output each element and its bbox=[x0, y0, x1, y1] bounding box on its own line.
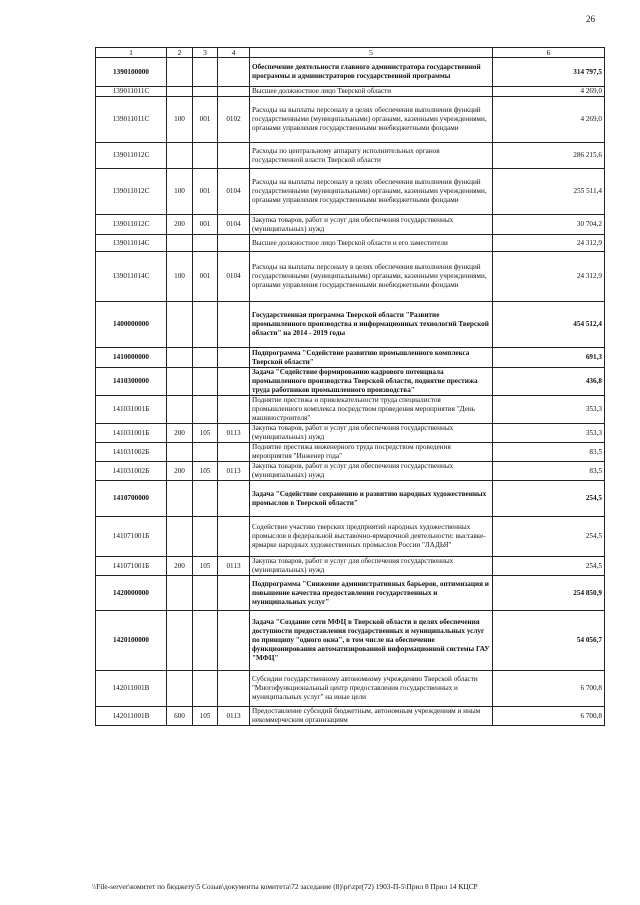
table-row bbox=[96, 87, 605, 97]
row-amount-cell: 436,8 bbox=[493, 368, 605, 396]
row-description-cell: Задача "Создание сети МФЦ в Тверской области в целях обеспечения доступности предоставления государственных и муниципальных услуг по принципу "одного окна", в том числе на обеспечение функционирования автоматизированной информационной системы ГАУ "МФЦ" bbox=[250, 611, 493, 671]
row-vr-cell bbox=[167, 368, 193, 396]
row-vr-cell bbox=[167, 143, 193, 169]
table-row bbox=[96, 396, 605, 424]
row-amount-cell: 353,3 bbox=[493, 424, 605, 443]
row-vr-cell bbox=[167, 348, 193, 368]
row-description-cell: Государственная программа Тверской области "Развитие промышленного производства и информационных технологий Тверской области" на 2014 - 2019 годы bbox=[250, 302, 493, 348]
row-section-cell bbox=[218, 576, 250, 611]
file-path-footer: \\File-server\комитет по бюджету\5 Созыв\документы комитета\72 заседание (8)\pr\zpr(72) 1903-П-5\Прил 8 Прил 14 КЦСР bbox=[92, 882, 478, 891]
row-code-cell: 1410700000 bbox=[96, 481, 167, 517]
table-row bbox=[96, 576, 605, 611]
row-amount-cell: 30 704,2 bbox=[493, 215, 605, 235]
table-row bbox=[96, 517, 605, 557]
row-code-cell: 139011012С bbox=[96, 143, 167, 169]
row-section-cell bbox=[218, 611, 250, 671]
row-description-cell: Закупка товаров, работ и услуг для обеспечения государственных (муниципальных) нужд bbox=[250, 557, 493, 576]
row-section-cell: 0113 bbox=[218, 707, 250, 726]
row-code-cell: 1410000000 bbox=[96, 348, 167, 368]
row-code-cell: 1410300000 bbox=[96, 368, 167, 396]
row-code-cell: 139011014С bbox=[96, 235, 167, 252]
row-ministry-cell: 001 bbox=[193, 252, 218, 302]
row-code-cell: 141071001Б bbox=[96, 557, 167, 576]
row-description-cell: Высшее должностное лицо Тверской области bbox=[250, 87, 493, 97]
table-row bbox=[96, 424, 605, 443]
row-amount-cell: 83,5 bbox=[493, 462, 605, 481]
table-row bbox=[96, 143, 605, 169]
row-amount-cell: 286 215,6 bbox=[493, 143, 605, 169]
row-description-cell: Поднятие престижа инженерного труда посредством проведения мероприятия "Инженер года" bbox=[250, 443, 493, 462]
row-vr-cell: 100 bbox=[167, 252, 193, 302]
row-vr-cell bbox=[167, 87, 193, 97]
column-header: 4 bbox=[218, 48, 250, 58]
row-code-cell: 141031001Б bbox=[96, 396, 167, 424]
table-row bbox=[96, 215, 605, 235]
row-description-cell: Закупка товаров, работ и услуг для обеспечения государственных (муниципальных) нужд bbox=[250, 215, 493, 235]
row-vr-cell bbox=[167, 58, 193, 87]
row-code-cell: 1390100000 bbox=[96, 58, 167, 87]
table-row bbox=[96, 443, 605, 462]
row-amount-cell: 6 700,8 bbox=[493, 671, 605, 707]
row-amount-cell: 54 056,7 bbox=[493, 611, 605, 671]
row-code-cell: 1420100000 bbox=[96, 611, 167, 671]
column-header: 1 bbox=[96, 48, 167, 58]
row-vr-cell: 200 bbox=[167, 424, 193, 443]
row-vr-cell bbox=[167, 671, 193, 707]
row-vr-cell bbox=[167, 443, 193, 462]
row-vr-cell bbox=[167, 396, 193, 424]
row-amount-cell: 254 850,9 bbox=[493, 576, 605, 611]
row-section-cell: 0104 bbox=[218, 215, 250, 235]
row-vr-cell bbox=[167, 576, 193, 611]
row-description-cell: Закупка товаров, работ и услуг для обеспечения государственных (муниципальных) нужд bbox=[250, 424, 493, 443]
row-amount-cell: 691,3 bbox=[493, 348, 605, 368]
row-amount-cell: 254,5 bbox=[493, 481, 605, 517]
row-code-cell: 139011012С bbox=[96, 169, 167, 215]
row-code-cell: 1420000000 bbox=[96, 576, 167, 611]
row-ministry-cell bbox=[193, 368, 218, 396]
row-code-cell: 141031001Б bbox=[96, 424, 167, 443]
row-vr-cell bbox=[167, 481, 193, 517]
row-section-cell bbox=[218, 368, 250, 396]
row-section-cell bbox=[218, 481, 250, 517]
row-ministry-cell: 001 bbox=[193, 97, 218, 143]
row-ministry-cell: 105 bbox=[193, 557, 218, 576]
row-section-cell bbox=[218, 58, 250, 87]
table-header-row bbox=[96, 48, 605, 58]
row-section-cell bbox=[218, 143, 250, 169]
row-vr-cell bbox=[167, 517, 193, 557]
row-code-cell: 139011012С bbox=[96, 215, 167, 235]
row-ministry-cell: 001 bbox=[193, 215, 218, 235]
page-number: 26 bbox=[586, 14, 595, 24]
row-amount-cell: 254,5 bbox=[493, 557, 605, 576]
table-row bbox=[96, 97, 605, 143]
row-description-cell: Расходы на выплаты персоналу в целях обеспечения выполнения функций государственными (муниципальными) органами, казенными учреждениями, органами управления государственными внебюджетными фондами bbox=[250, 97, 493, 143]
row-ministry-cell bbox=[193, 611, 218, 671]
column-header: 2 bbox=[167, 48, 193, 58]
row-section-cell bbox=[218, 443, 250, 462]
row-section-cell: 0113 bbox=[218, 462, 250, 481]
row-code-cell: 141071001Б bbox=[96, 517, 167, 557]
row-amount-cell: 255 511,4 bbox=[493, 169, 605, 215]
row-amount-cell: 4 269,0 bbox=[493, 97, 605, 143]
row-vr-cell: 200 bbox=[167, 215, 193, 235]
row-section-cell bbox=[218, 396, 250, 424]
table-row bbox=[96, 252, 605, 302]
row-ministry-cell bbox=[193, 235, 218, 252]
table-row bbox=[96, 481, 605, 517]
row-code-cell: 142011001В bbox=[96, 671, 167, 707]
row-code-cell: 139011011С bbox=[96, 87, 167, 97]
row-vr-cell: 200 bbox=[167, 462, 193, 481]
row-description-cell: Содействие участию тверских предприятий народных художественных промыслов в федеральной выставочно-ярмарочной деятельности: выставке-ярмарке народных художественных промыслов России "ЛАДЬЯ" bbox=[250, 517, 493, 557]
row-code-cell: 141031002Б bbox=[96, 443, 167, 462]
row-section-cell: 0104 bbox=[218, 252, 250, 302]
row-ministry-cell: 105 bbox=[193, 707, 218, 726]
row-code-cell: 139011014С bbox=[96, 252, 167, 302]
row-vr-cell: 200 bbox=[167, 557, 193, 576]
row-amount-cell: 314 797,5 bbox=[493, 58, 605, 87]
row-description-cell: Задача "Содействие сохранению и развитию народных художественных промыслов в Тверской области" bbox=[250, 481, 493, 517]
row-amount-cell: 353,3 bbox=[493, 396, 605, 424]
row-vr-cell bbox=[167, 611, 193, 671]
table-row bbox=[96, 462, 605, 481]
row-vr-cell: 100 bbox=[167, 97, 193, 143]
table-row bbox=[96, 671, 605, 707]
row-ministry-cell: 105 bbox=[193, 462, 218, 481]
row-amount-cell: 83,5 bbox=[493, 443, 605, 462]
table-row bbox=[96, 58, 605, 87]
table-row bbox=[96, 235, 605, 252]
row-ministry-cell bbox=[193, 302, 218, 348]
row-amount-cell: 6 700,8 bbox=[493, 707, 605, 726]
row-vr-cell bbox=[167, 235, 193, 252]
row-description-cell: Задача "Содействие формированию кадрового потенциала промышленного производства Тверской области, поднятие престижа труда работников промышленного производства" bbox=[250, 368, 493, 396]
row-section-cell bbox=[218, 87, 250, 97]
row-vr-cell bbox=[167, 302, 193, 348]
column-header: 5 bbox=[250, 48, 493, 58]
row-vr-cell: 100 bbox=[167, 169, 193, 215]
table-row bbox=[96, 302, 605, 348]
row-description-cell: Субсидии государственному автономному учреждению Тверской области "Многофункциональный центр предоставления государственных и муниципальных услуг" на иные цели bbox=[250, 671, 493, 707]
row-ministry-cell bbox=[193, 58, 218, 87]
row-section-cell bbox=[218, 235, 250, 252]
row-amount-cell: 24 312,9 bbox=[493, 252, 605, 302]
row-section-cell bbox=[218, 671, 250, 707]
table-row bbox=[96, 611, 605, 671]
row-section-cell: 0113 bbox=[218, 424, 250, 443]
row-ministry-cell bbox=[193, 671, 218, 707]
row-amount-cell: 4 269,0 bbox=[493, 87, 605, 97]
row-section-cell: 0102 bbox=[218, 97, 250, 143]
column-header: 3 bbox=[193, 48, 218, 58]
row-section-cell: 0113 bbox=[218, 557, 250, 576]
row-description-cell: Предоставление субсидий бюджетным, автономным учреждениям и иным некоммерческим организациям bbox=[250, 707, 493, 726]
row-description-cell: Обеспечение деятельности главного администратора государственной программы и администраторов государственной программы bbox=[250, 58, 493, 87]
row-ministry-cell bbox=[193, 576, 218, 611]
table-row bbox=[96, 348, 605, 368]
row-ministry-cell bbox=[193, 443, 218, 462]
row-ministry-cell bbox=[193, 87, 218, 97]
table-row bbox=[96, 368, 605, 396]
row-code-cell: 1400000000 bbox=[96, 302, 167, 348]
row-ministry-cell: 105 bbox=[193, 424, 218, 443]
row-section-cell bbox=[218, 348, 250, 368]
row-description-cell: Подпрограмма "Снижение административных барьеров, оптимизация и повышение качества предоставления государственных и муниципальных услуг" bbox=[250, 576, 493, 611]
row-description-cell: Расходы на выплаты персоналу в целях обеспечения выполнения функций государственными (муниципальными) органами, казенными учреждениями, органами управления государственными внебюджетными фондами bbox=[250, 169, 493, 215]
column-header: 6 bbox=[493, 48, 605, 58]
row-amount-cell: 24 312,9 bbox=[493, 235, 605, 252]
row-section-cell: 0104 bbox=[218, 169, 250, 215]
table-row bbox=[96, 557, 605, 576]
row-code-cell: 141031002Б bbox=[96, 462, 167, 481]
row-description-cell: Расходы по центральному аппарату исполнительных органов государственной власти Тверской области bbox=[250, 143, 493, 169]
row-ministry-cell: 001 bbox=[193, 169, 218, 215]
row-amount-cell: 454 512,4 bbox=[493, 302, 605, 348]
row-ministry-cell bbox=[193, 348, 218, 368]
budget-table bbox=[95, 47, 605, 726]
row-description-cell: Расходы на выплаты персоналу в целях обеспечения выполнения функций государственными (муниципальными) органами, казенными учреждениями, органами управления государственными внебюджетными фондами bbox=[250, 252, 493, 302]
row-ministry-cell bbox=[193, 143, 218, 169]
row-ministry-cell bbox=[193, 517, 218, 557]
row-ministry-cell bbox=[193, 396, 218, 424]
row-description-cell: Высшее должностное лицо Тверской области и его заместители bbox=[250, 235, 493, 252]
row-section-cell bbox=[218, 517, 250, 557]
row-description-cell: Подпрограмма "Содействие развитию промышленного комплекса Тверской области" bbox=[250, 348, 493, 368]
row-code-cell: 139011011С bbox=[96, 97, 167, 143]
table-row bbox=[96, 169, 605, 215]
row-amount-cell: 254,5 bbox=[493, 517, 605, 557]
row-code-cell: 142011001В bbox=[96, 707, 167, 726]
row-vr-cell: 600 bbox=[167, 707, 193, 726]
row-ministry-cell bbox=[193, 481, 218, 517]
table-row bbox=[96, 707, 605, 726]
row-description-cell: Закупка товаров, работ и услуг для обеспечения государственных (муниципальных) нужд bbox=[250, 462, 493, 481]
row-description-cell: Поднятие престижа и привлекательности труда специалистов промышленного комплекса посредством проведения мероприятия "День машиностроителя" bbox=[250, 396, 493, 424]
row-section-cell bbox=[218, 302, 250, 348]
